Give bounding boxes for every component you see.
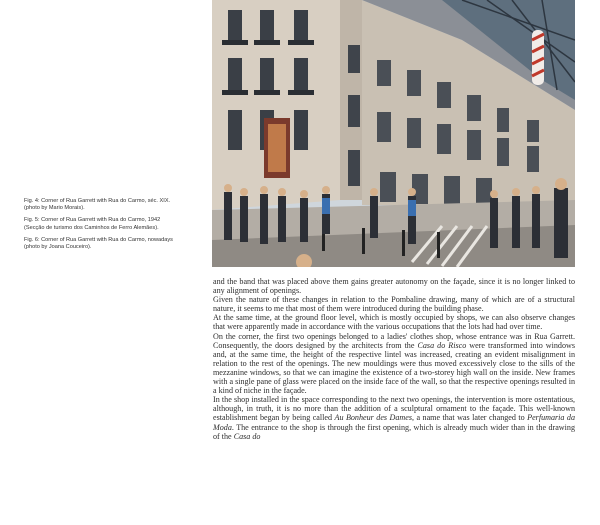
caption-fig-4-line2: (photo by Mario Morais). bbox=[24, 205, 85, 212]
street-corner-photo bbox=[212, 0, 575, 267]
paragraph-4-text-b: were transformed into windows and, at the same time, the height of the respective lintel was increased, creating an evident misalignment in relation to the rest of the openings. The new mouldings were thus moved excessively close to the sills of the mezzanine windows, so that we can imagine the existence of a two-storey high wall on the inside. New frames with a single pane of glass were placed on the inside face of the wall, so that the respective openings resulted in a kind of niche in the façade. bbox=[213, 340, 575, 396]
paragraph-4-text-a: On the corner, the first two openings belonged to a ladies' clothes shop, whose entrance was in Rua Garrett. Consequently, the doors designed by the architects from the bbox=[213, 331, 575, 350]
paragraph-3: At the same time, at the ground floor level, which is mostly occupied by shops, we can also observe changes that were apparently made in accordance with the various occupations that the lots had had over time. bbox=[213, 313, 575, 332]
caption-fig-6-line2: (photo by Joana Couceiro). bbox=[24, 244, 92, 251]
casa-do-risco-term: Casa do Risco bbox=[417, 340, 467, 350]
shop-name-au-bonheur: Au Bonheur des Dames bbox=[334, 413, 412, 423]
paragraph-2: Given the nature of these changes in relation to the Pombaline drawing, many of which are of a structural nature, it seems to me that most of them were introduced during the building phase. bbox=[213, 295, 575, 314]
paragraph-1: and the band that was placed above them gains greater autonomy on the façade, since it is no longer linked to any alignment of openings. bbox=[213, 277, 575, 296]
figure-captions bbox=[24, 198, 204, 256]
paragraph-5-text-a: In the shop installed in the space corresponding to the next two openings, the intervention is more ostentatious, although, in truth, it is no more than the addition of a sculptural ornament to the façade. This well-known establishment began by being called bbox=[213, 395, 575, 423]
caption-fig-6 bbox=[24, 237, 204, 251]
paragraph-5 bbox=[213, 395, 575, 440]
paragraph-5-text-b: , a name that was later changed to bbox=[412, 413, 528, 423]
caption-fig-4-line1: Fig. 4: Corner of Rua Garrett with Rua do Carmo, séc. XIX. bbox=[24, 198, 171, 204]
caption-fig-5-line1: Fig. 5: Corner of Rua Garrett with Rua do Carmo, 1942 bbox=[24, 217, 161, 224]
body-text bbox=[213, 277, 575, 441]
caption-fig-6-line1: Fig. 6: Corner of Rua Garrett with Rua do Carmo, nowadays bbox=[24, 236, 173, 243]
shop-name-perfumaria: Perfumaria da Moda bbox=[213, 413, 576, 432]
caption-fig-5-line2: (Secção de turismo dos Caminhos de Ferro Alemães). bbox=[24, 224, 159, 231]
paragraph-5-text-c: . The entrance to the shop is through the first opening, which is already much wider than in the drawing of the bbox=[213, 422, 575, 441]
caption-fig-5 bbox=[24, 217, 204, 231]
caption-fig-4 bbox=[24, 198, 204, 212]
paragraph-4 bbox=[213, 332, 575, 396]
casa-do-term: Casa do bbox=[233, 431, 261, 441]
